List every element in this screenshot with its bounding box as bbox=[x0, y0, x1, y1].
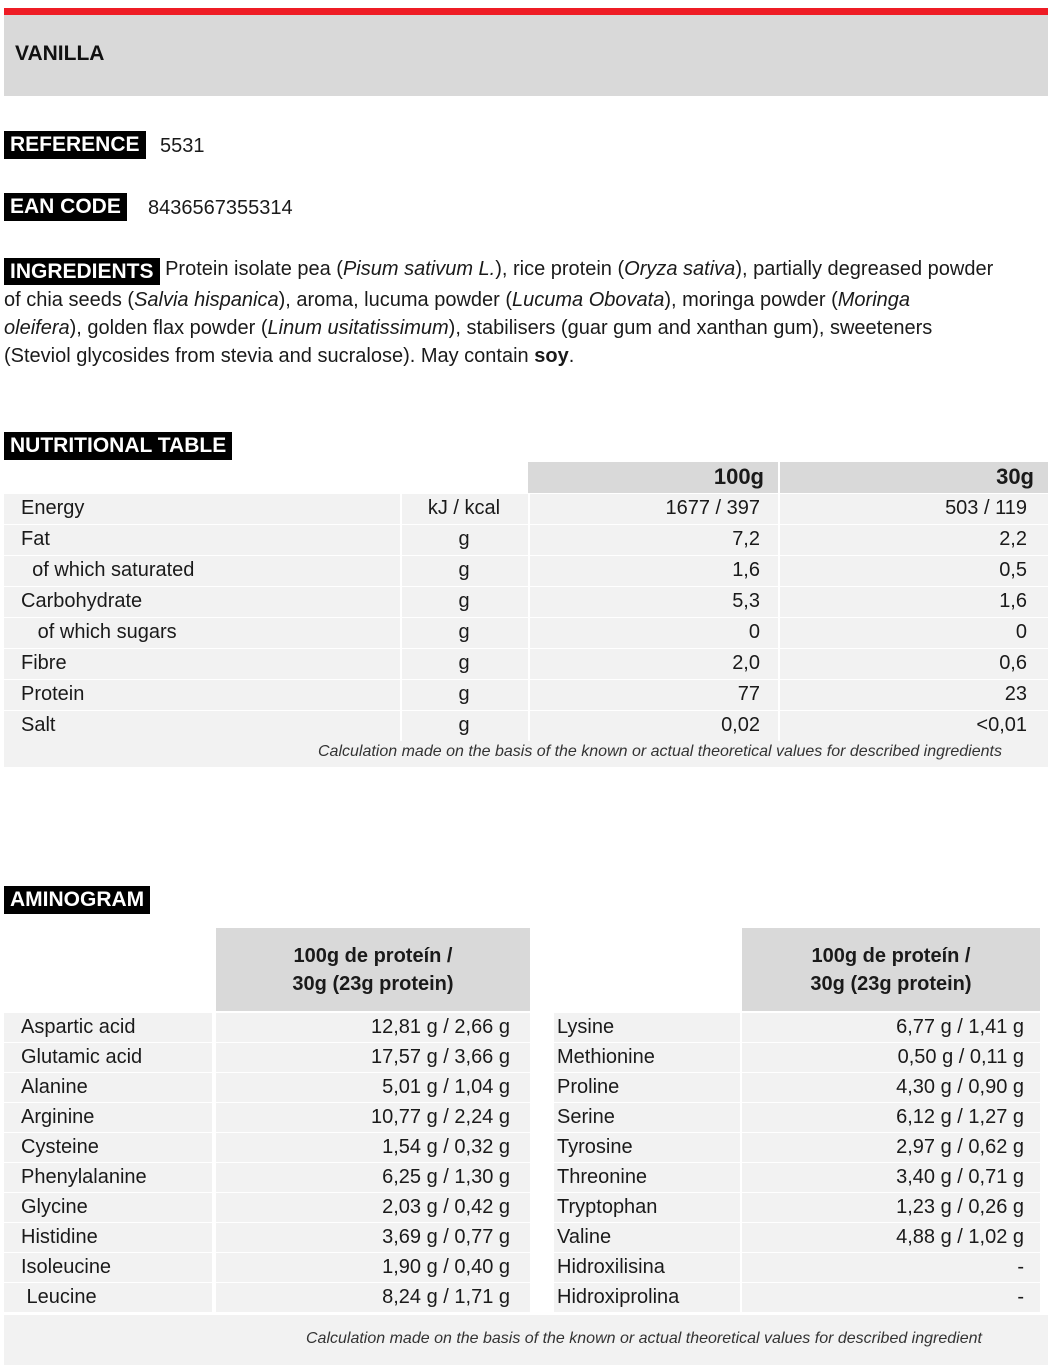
ingredients-block bbox=[4, 258, 1048, 378]
nutrition-row bbox=[4, 710, 1048, 741]
nutrient-name: Energy bbox=[21, 497, 85, 519]
nutrient-per-100g: 0 bbox=[748, 621, 760, 643]
aminogram-note: Calculation made on the basis of the known or actual theoretical values for described ingredient bbox=[306, 1330, 982, 1347]
aminogram-row bbox=[4, 1013, 1048, 1043]
ingredients-line-4 bbox=[4, 345, 1048, 368]
ingredients-text: ), golden flax powder ( bbox=[69, 317, 268, 339]
column-divider bbox=[778, 649, 780, 679]
amino-acid-value: 6,25 g / 1,30 g bbox=[382, 1166, 510, 1188]
nutrient-unit: g bbox=[458, 590, 470, 612]
ingredients-latin: oleifera bbox=[4, 317, 70, 339]
nutrient-unit: g bbox=[458, 714, 470, 736]
nutrient-name: Carbohydrate bbox=[21, 590, 143, 612]
nutrient-per-30g: 2,2 bbox=[999, 528, 1027, 550]
amino-acid-name: Hidroxiprolina bbox=[557, 1286, 680, 1308]
top-accent-bar bbox=[4, 8, 1048, 15]
column-divider bbox=[778, 556, 780, 586]
column-divider bbox=[778, 680, 780, 710]
ingredients-latin: Linum usitatissimum bbox=[267, 317, 449, 339]
aminogram-row bbox=[4, 1163, 1048, 1193]
nutrient-name: of which saturated bbox=[21, 559, 195, 581]
column-divider bbox=[400, 649, 402, 679]
nutrient-name: Fibre bbox=[21, 652, 67, 674]
nutrient-unit: g bbox=[458, 683, 470, 705]
ingredients-text: ), partially degreased powder bbox=[735, 258, 994, 280]
amino-acid-name: Tryptophan bbox=[557, 1196, 658, 1218]
nutrition-row bbox=[4, 648, 1048, 679]
column-divider bbox=[778, 494, 780, 524]
nutrient-per-100g: 77 bbox=[737, 683, 760, 705]
amino-acid-value: 5,01 g / 1,04 g bbox=[382, 1076, 510, 1098]
ingredients-latin: Oryza sativa bbox=[624, 258, 736, 280]
ingredients-text: (Steviol glycosides from stevia and sucralose). May contain bbox=[4, 345, 535, 367]
nutrition-table bbox=[4, 462, 1048, 767]
column-divider bbox=[528, 649, 530, 679]
amino-acid-name: Isoleucine bbox=[21, 1256, 112, 1278]
nutrient-per-30g: 0 bbox=[1015, 621, 1027, 643]
amino-acid-name: Serine bbox=[557, 1106, 615, 1128]
amino-acid-name: Phenylalanine bbox=[21, 1166, 147, 1188]
aminogram-row bbox=[4, 1043, 1048, 1073]
nutrition-label: NUTRITIONAL TABLE bbox=[4, 432, 232, 460]
ingredients-text: ), moringa powder ( bbox=[664, 289, 838, 311]
amino-acid-value: 6,12 g / 1,27 g bbox=[896, 1106, 1024, 1128]
amino-acid-name: Glycine bbox=[21, 1196, 88, 1218]
ingredients-line-2 bbox=[4, 289, 1048, 312]
amino-acid-value: 17,57 g / 3,66 g bbox=[370, 1046, 510, 1068]
amino-acid-name: Glutamic acid bbox=[21, 1046, 143, 1068]
aminogram-label: AMINOGRAM bbox=[4, 886, 150, 914]
amino-acid-name: Cysteine bbox=[21, 1136, 99, 1158]
amino-acid-name: Valine bbox=[557, 1226, 612, 1248]
ingredients-latin: Salvia hispanica bbox=[134, 289, 279, 311]
nutrient-name: Protein bbox=[21, 683, 85, 705]
amino-acid-value: 4,88 g / 1,02 g bbox=[896, 1226, 1024, 1248]
column-divider bbox=[528, 494, 530, 524]
aminogram-note-row bbox=[4, 1315, 1048, 1365]
nutrient-per-100g: 0,02 bbox=[721, 714, 760, 736]
amino-acid-name: Tyrosine bbox=[557, 1136, 633, 1158]
nutrition-header bbox=[4, 462, 1048, 493]
nutrient-per-30g: 23 bbox=[1004, 683, 1027, 705]
column-divider bbox=[778, 618, 780, 648]
column-divider bbox=[400, 711, 402, 741]
column-divider bbox=[400, 680, 402, 710]
nutrient-unit: g bbox=[458, 621, 470, 643]
amino-acid-value: 1,54 g / 0,32 g bbox=[382, 1136, 510, 1158]
amino-acid-value: 10,77 g / 2,24 g bbox=[370, 1106, 510, 1128]
nutrient-per-30g: 1,6 bbox=[999, 590, 1027, 612]
ingredients-latin: Moringa bbox=[837, 289, 911, 311]
nutrition-row bbox=[4, 679, 1048, 710]
amino-acid-value: 0,50 g / 0,11 g bbox=[897, 1046, 1024, 1068]
amino-acid-name: Hidroxilisina bbox=[557, 1256, 665, 1278]
column-divider bbox=[400, 525, 402, 555]
amino-acid-value: 2,03 g / 0,42 g bbox=[382, 1196, 510, 1218]
amino-acid-name: Aspartic acid bbox=[21, 1016, 136, 1038]
nutrient-unit: kJ / kcal bbox=[427, 497, 501, 519]
nutrient-name: Salt bbox=[21, 714, 56, 736]
nutrition-row bbox=[4, 555, 1048, 586]
col-100g-header bbox=[528, 462, 778, 493]
amino-acid-name: Histidine bbox=[21, 1226, 98, 1248]
amino-acid-name: Leucine bbox=[21, 1286, 97, 1308]
amino-acid-value: 8,24 g / 1,71 g bbox=[382, 1286, 510, 1308]
column-divider bbox=[528, 711, 530, 741]
ingredients-latin: Pisum sativum L. bbox=[342, 258, 496, 280]
column-divider bbox=[528, 556, 530, 586]
aminogram-row bbox=[4, 1073, 1048, 1103]
nutrition-note: Calculation made on the basis of the known or actual theoretical values for described ingredients bbox=[318, 743, 1002, 760]
aminogram-header-right bbox=[742, 928, 1040, 1011]
aminogram-row bbox=[4, 1253, 1048, 1283]
reference-value: 5531 bbox=[160, 135, 205, 157]
nutrition-note-row bbox=[4, 741, 1048, 767]
ingredients-text: ), stabilisers (guar gum and xanthan gum), sweeteners bbox=[448, 317, 933, 339]
ingredients-text: ), aroma, lucuma powder ( bbox=[278, 289, 513, 311]
aminogram-header-line2: 30g (23g protein) bbox=[292, 973, 454, 995]
nutrition-row bbox=[4, 493, 1048, 524]
ingredients-text: ), rice protein ( bbox=[495, 258, 625, 280]
amino-acid-value: 4,30 g / 0,90 g bbox=[896, 1076, 1024, 1098]
col-30g-header bbox=[780, 462, 1048, 493]
aminogram-row bbox=[4, 1283, 1048, 1313]
nutrient-per-30g: 0,5 bbox=[999, 559, 1027, 581]
amino-acid-value: 12,81 g / 2,66 g bbox=[370, 1016, 510, 1038]
ingredients-text: . bbox=[568, 345, 575, 367]
column-divider bbox=[528, 680, 530, 710]
amino-acid-value: 1,23 g / 0,26 g bbox=[896, 1196, 1024, 1218]
aminogram-header bbox=[4, 928, 1048, 1013]
ingredients-latin: Lucuma Obovata bbox=[512, 289, 665, 311]
column-divider bbox=[400, 618, 402, 648]
nutrient-per-100g: 1,6 bbox=[732, 559, 760, 581]
aminogram-header-left bbox=[216, 928, 530, 1011]
aminogram-header-line1: 100g de proteín / bbox=[293, 945, 453, 967]
nutrition-row bbox=[4, 617, 1048, 648]
amino-acid-value: 3,40 g / 0,71 g bbox=[896, 1166, 1024, 1188]
column-divider bbox=[778, 587, 780, 617]
ingredients-text: of chia seeds ( bbox=[4, 289, 135, 311]
aminogram-row bbox=[4, 1223, 1048, 1253]
nutrient-unit: g bbox=[458, 528, 470, 550]
aminogram-row bbox=[4, 1193, 1048, 1223]
column-divider bbox=[528, 618, 530, 648]
nutrition-rows bbox=[4, 493, 1048, 741]
col-100g-label: 100g bbox=[713, 464, 764, 489]
nutrient-per-100g: 2,0 bbox=[732, 652, 760, 674]
nutrient-unit: g bbox=[458, 652, 470, 674]
amino-acid-value: 3,69 g / 0,77 g bbox=[382, 1226, 510, 1248]
column-divider bbox=[778, 711, 780, 741]
nutrient-per-30g: 503 / 119 bbox=[945, 497, 1027, 519]
nutrient-per-30g: <0,01 bbox=[976, 714, 1027, 736]
reference-label: REFERENCE bbox=[4, 131, 146, 159]
ingredients-text: Protein isolate pea ( bbox=[159, 258, 343, 280]
amino-acid-name: Threonine bbox=[557, 1166, 648, 1188]
column-divider bbox=[400, 587, 402, 617]
aminogram-row bbox=[4, 1103, 1048, 1133]
aminogram-header-line2: 30g (23g protein) bbox=[810, 973, 972, 995]
column-divider bbox=[400, 556, 402, 586]
amino-acid-name: Lysine bbox=[557, 1016, 615, 1038]
amino-acid-name: Alanine bbox=[21, 1076, 88, 1098]
product-title: VANILLA bbox=[15, 42, 105, 65]
amino-acid-value: 2,97 g / 0,62 g bbox=[896, 1136, 1024, 1158]
nutrient-name: of which sugars bbox=[21, 621, 177, 643]
allergen: soy bbox=[534, 345, 569, 367]
nutrient-per-100g: 1677 / 397 bbox=[665, 497, 760, 519]
nutrition-row bbox=[4, 586, 1048, 617]
aminogram-rows bbox=[4, 1013, 1048, 1313]
column-divider bbox=[400, 494, 402, 524]
ingredients-label: INGREDIENTS bbox=[4, 258, 160, 285]
aminogram-header-line1: 100g de proteín / bbox=[811, 945, 971, 967]
nutrient-unit: g bbox=[458, 559, 470, 581]
amino-acid-name: Methionine bbox=[557, 1046, 655, 1068]
aminogram-row bbox=[4, 1133, 1048, 1163]
nutrition-row bbox=[4, 524, 1048, 555]
aminogram-table bbox=[4, 928, 1048, 1365]
column-divider bbox=[528, 525, 530, 555]
amino-acid-value: - bbox=[1017, 1286, 1024, 1308]
column-divider bbox=[528, 587, 530, 617]
nutrient-per-30g: 0,6 bbox=[999, 652, 1027, 674]
amino-acid-value: - bbox=[1017, 1256, 1024, 1278]
amino-acid-value: 1,90 g / 0,40 g bbox=[382, 1256, 510, 1278]
ean-value: 8436567355314 bbox=[148, 197, 293, 219]
title-bar bbox=[4, 15, 1048, 96]
ean-label: EAN CODE bbox=[4, 193, 127, 221]
nutrient-per-100g: 5,3 bbox=[732, 590, 760, 612]
amino-acid-name: Proline bbox=[557, 1076, 620, 1098]
ingredients-line-3 bbox=[4, 317, 1048, 340]
nutrient-name: Fat bbox=[21, 528, 50, 550]
amino-acid-value: 6,77 g / 1,41 g bbox=[896, 1016, 1024, 1038]
col-30g-label: 30g bbox=[996, 464, 1034, 489]
nutrient-per-100g: 7,2 bbox=[732, 528, 760, 550]
column-divider bbox=[778, 525, 780, 555]
amino-acid-name: Arginine bbox=[21, 1106, 95, 1128]
ingredients-line-1 bbox=[4, 258, 1048, 285]
